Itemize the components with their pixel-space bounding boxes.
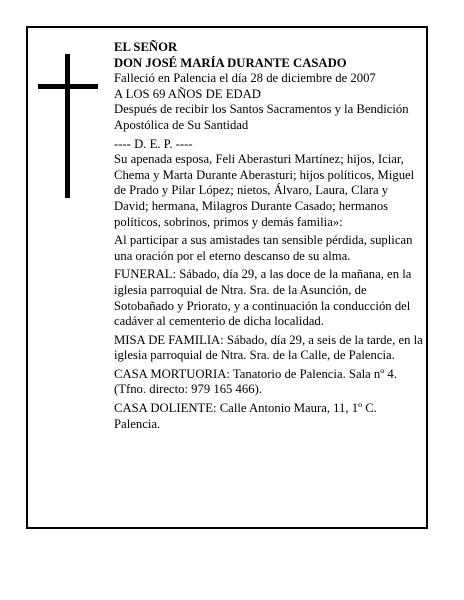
cross-icon [38,54,98,198]
home-paragraph: CASA DOLIENTE: Calle Antonio Maura, 11, 1º C. Palencia. [114,401,377,431]
request-paragraph: Al participar a sus amistades tan sensible pérdida, suplican una oración por el eterno descanso de su alma. [114,233,413,263]
cross-vertical-bar [65,54,70,198]
mortuary-paragraph: CASA MORTUORIA: Tanatorio de Palencia. Sala nº 4. (Tfno. directo: 979 165 466). [114,366,397,397]
obituary-notice [26,26,428,529]
deceased-name: DON JOSÉ MARÍA DURANTE CASADO [114,55,347,70]
family-mass-paragraph: MISA DE FAMILIA: Sábado, día 29, a seis de la tarde, en la iglesia parroquial de Ntra. Sra. de la Calle, de Palencia. [114,332,423,363]
title-line-1: EL SEÑOR [114,40,178,54]
age-line: A LOS 69 AÑOS DE EDAD [114,86,261,101]
sacraments-paragraph: Después de recibir los Santos Sacramentos y la Bendición Apostólica de Su Santidad [114,102,409,132]
funeral-paragraph: FUNERAL: Sábado, día 29, a las doce de la mañana, en la iglesia parroquial de Ntra. Sra. de la Asunción, de Sotobañado y Priorato, y a continuación la conducción del cadáver al cementerio de dicha localidad. [114,267,412,329]
obituary-text [114,40,424,435]
family-paragraph: Su apenada esposa, Feli Aberasturi Martínez; hijos, Iciar, Chema y Marta Durante Aberasturi; hijos políticos, Miguel de Prado y Pilar López; nietos, Álvaro, Laura, Clara y David; hermana, Milagros Durante Casado; hermanos políticos, sobrinos, primos y demás familia»: [114,152,415,229]
dep-line: ---- D. E. P. ---- [114,136,193,151]
cross-horizontal-bar [38,84,98,89]
death-date: Falleció en Palencia el día 28 de diciembre de 2007 [114,71,376,86]
